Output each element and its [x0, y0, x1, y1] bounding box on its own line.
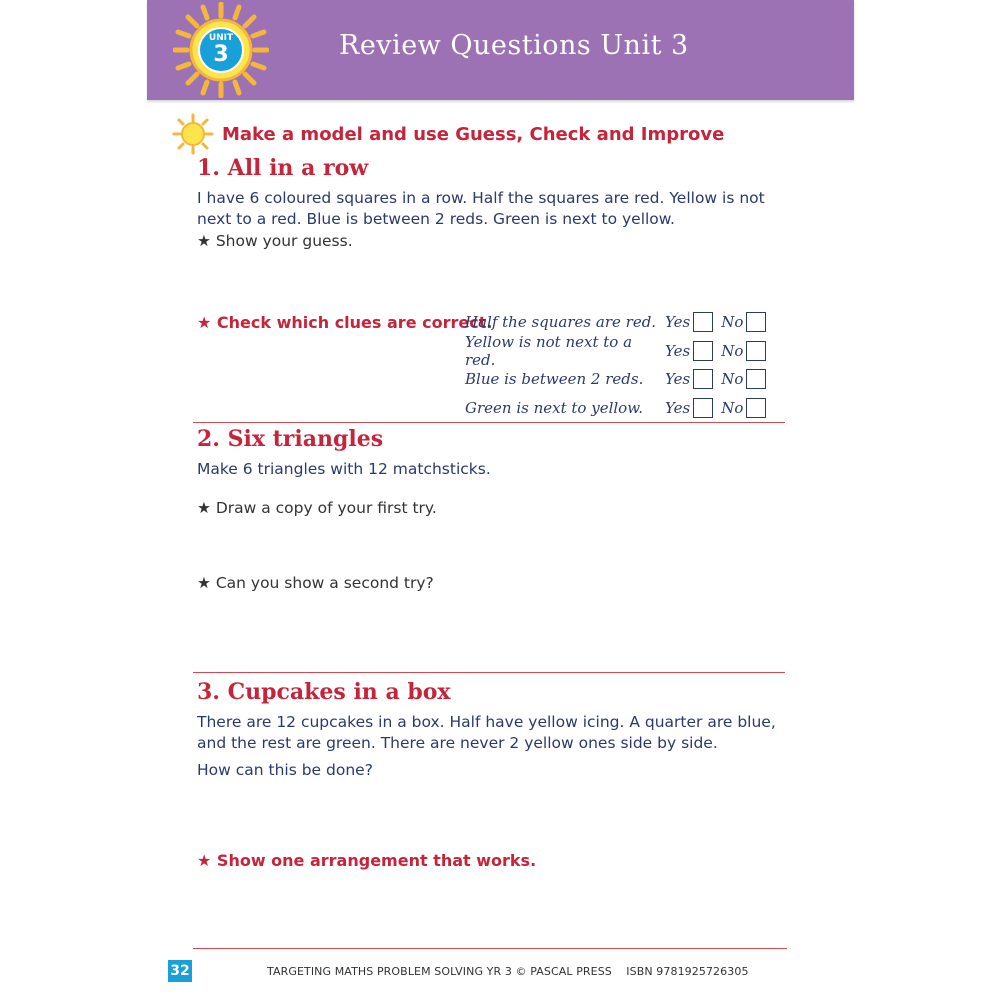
question-1-prompt-guess: ★ Show your guess.: [197, 232, 353, 250]
question-2-title: 2. Six triangles: [197, 426, 384, 452]
yes-label: Yes: [665, 398, 691, 417]
no-label: No: [721, 370, 744, 389]
no-label: No: [721, 341, 744, 360]
question-1-title: 1. All in a row: [197, 155, 369, 181]
no-label: No: [721, 313, 744, 332]
question-2-body: Make 6 triangles with 12 matchsticks.: [197, 460, 491, 478]
question-3-title: 3. Cupcakes in a box: [197, 679, 451, 705]
yes-label: Yes: [665, 370, 691, 389]
yes-checkbox[interactable]: [693, 369, 713, 389]
yes-checkbox[interactable]: [693, 312, 713, 332]
yes-label: Yes: [665, 341, 691, 360]
strategy-heading: [172, 113, 724, 155]
clue-label: Yellow is not next to a red.: [465, 332, 633, 369]
clue-label: Blue is between 2 reds.: [465, 370, 644, 389]
section-divider: [193, 672, 785, 673]
section-divider: [193, 422, 785, 423]
clue-checklist: [465, 308, 774, 422]
worksheet-page: [147, 0, 854, 1000]
clue-label: Green is next to yellow.: [465, 398, 644, 417]
sun-icon: [172, 113, 214, 155]
unit-number: 3: [213, 42, 229, 67]
clue-row: [465, 365, 774, 394]
no-label: No: [721, 398, 744, 417]
footer-divider: [193, 948, 787, 949]
page-title: Review Questions Unit 3: [339, 30, 689, 61]
question-3-body: There are 12 cupcakes in a box. Half have yellow icing. A quarter are blue, and the rest are green. There are never 2 yellow ones side by side.: [197, 713, 776, 752]
no-checkbox[interactable]: [746, 341, 766, 361]
no-checkbox[interactable]: [746, 369, 766, 389]
yes-checkbox[interactable]: [693, 341, 713, 361]
question-3-question: How can this be done?: [197, 761, 373, 779]
check-clues-prompt: ★ Check which clues are correct.: [197, 313, 493, 332]
no-checkbox[interactable]: [746, 312, 766, 332]
clue-row: [465, 394, 774, 423]
footer-credits: TARGETING MATHS PROBLEM SOLVING YR 3 © PASCAL PRESS ISBN 9781925726305: [267, 965, 749, 978]
strategy-text: Make a model and use Guess, Check and Improve: [222, 123, 725, 145]
no-checkbox[interactable]: [746, 398, 766, 418]
question-3-prompt: ★ Show one arrangement that works.: [197, 851, 537, 870]
question-2-prompt-first-try: ★ Draw a copy of your first try.: [197, 499, 437, 517]
question-2-prompt-second-try: ★ Can you show a second try?: [197, 574, 434, 592]
yes-checkbox[interactable]: [693, 398, 713, 418]
clue-row: [465, 332, 774, 369]
yes-label: Yes: [665, 313, 691, 332]
page-header: [147, 0, 854, 100]
page-number: 32: [168, 960, 192, 982]
question-1-body: I have 6 coloured squares in a row. Half the squares are red. Yellow is not next to a red. Blue is between 2 reds. Green is next to yellow.: [197, 189, 765, 228]
unit-label: UNIT: [208, 33, 234, 43]
unit-badge: [173, 2, 269, 98]
clue-label: Half the squares are red.: [465, 313, 657, 332]
